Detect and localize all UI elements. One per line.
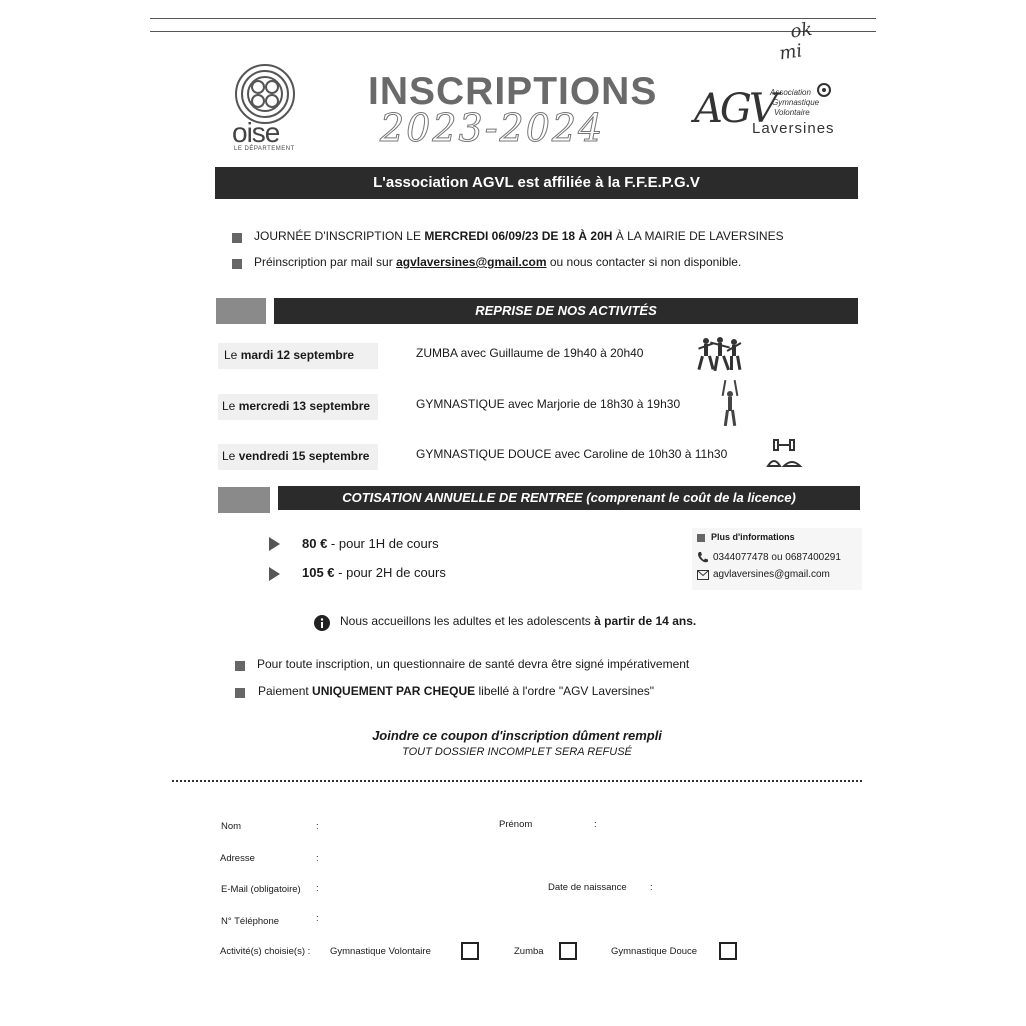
cotisation-bar: COTISATION ANNUELLE DE RENTREE (comprenant le coût de la licence) xyxy=(278,486,860,510)
contact-phone: 0344077478 ou 0687400291 xyxy=(713,552,841,563)
label-telephone: N° Téléphone xyxy=(221,916,280,927)
gym-douce-checkbox[interactable] xyxy=(719,942,737,960)
option-gym-volontaire-label: Gymnastique Volontaire xyxy=(330,946,431,957)
colon: : xyxy=(316,853,319,864)
arrow-bullet-icon xyxy=(269,567,280,581)
payment-rule: Paiement UNIQUEMENT PAR CHEQUE libellé à l'ordre "AGV Laversines" xyxy=(258,684,655,698)
colon: : xyxy=(316,913,319,924)
agv-logo-text: Association Gymnastique Volontaire xyxy=(770,88,820,117)
bullet-square xyxy=(235,688,245,698)
dumbbell-icon xyxy=(764,438,804,470)
bar-tab xyxy=(218,487,270,513)
agv-swirl-icon xyxy=(816,82,832,98)
age-notice: Nous accueillons les adultes et les adolescents à partir de 14 ans. xyxy=(340,614,697,628)
coupon-title: Joindre ce coupon d'inscription dûment rempli xyxy=(372,728,662,743)
label-nom: Nom xyxy=(221,821,242,832)
price-1h: 80 € - pour 1H de cours xyxy=(302,536,439,551)
oise-subtitle: LE DÉPARTEMENT xyxy=(234,146,295,152)
page-title: INSCRIPTIONS xyxy=(368,70,658,113)
preinscription-email: Préinscription par mail sur agvlaversines@gmail.com ou nous contacter si non disponible. xyxy=(254,255,742,269)
oise-wordmark: oise xyxy=(232,117,280,148)
activity-desc: GYMNASTIQUE avec Marjorie de 18h30 à 19h30 xyxy=(416,397,681,411)
gymnast-icon xyxy=(718,378,742,428)
colon: : xyxy=(650,882,653,893)
zumba-checkbox[interactable] xyxy=(559,942,577,960)
affiliation-bar: L'association AGVL est affiliée à la F.F.E.P.G.V xyxy=(215,167,858,199)
info-icon xyxy=(314,615,330,631)
activities-bar: REPRISE DE NOS ACTIVITÉS xyxy=(274,298,858,324)
activity-date: Le vendredi 15 septembre xyxy=(222,449,370,463)
label-prenom: Prénom xyxy=(499,819,533,830)
contact-email[interactable]: agvlaversines@gmail.com xyxy=(713,569,830,580)
bullet-square xyxy=(235,661,245,671)
top-rule-2 xyxy=(150,31,876,32)
phone-icon xyxy=(697,551,708,563)
gym-volontaire-checkbox[interactable] xyxy=(461,942,479,960)
bullet-square xyxy=(232,233,242,243)
label-adresse: Adresse xyxy=(220,853,255,864)
option-zumba-label: Zumba xyxy=(514,946,544,957)
mail-icon xyxy=(697,570,709,580)
bullet-square xyxy=(697,534,705,542)
arrow-bullet-icon xyxy=(269,537,280,551)
colon: : xyxy=(316,883,319,894)
option-gym-douce-label: Gymnastique Douce xyxy=(611,946,698,957)
activity-date: Le mardi 12 septembre xyxy=(224,348,355,362)
season-years: 2023-2024 xyxy=(380,106,605,150)
cut-line xyxy=(172,780,862,782)
bullet-square xyxy=(232,259,242,269)
colon: : xyxy=(594,819,597,830)
top-rule xyxy=(150,18,876,19)
activity-desc: ZUMBA avec Guillaume de 19h40 à 20h40 xyxy=(416,346,644,360)
agv-logo-town: Laversines xyxy=(752,120,835,137)
inscription-day: JOURNÉE D'INSCRIPTION LE MERCREDI 06/09/23 DE 18 À 20H À LA MAIRIE DE LAVERSINES xyxy=(254,229,784,243)
bar-tab xyxy=(216,298,266,324)
activity-desc: GYMNASTIQUE DOUCE avec Caroline de 10h30 à 11h30 xyxy=(416,447,728,461)
health-rule: Pour toute inscription, un questionnaire de santé devra être signé impérativement xyxy=(257,657,690,671)
zumba-dancers-icon xyxy=(696,336,744,374)
email-link[interactable]: agvlaversines@gmail.com xyxy=(396,255,547,269)
coupon-warning: TOUT DOSSIER INCOMPLET SERA REFUSÉ xyxy=(402,746,632,758)
handwritten-note: ok mi xyxy=(778,18,814,65)
colon: : xyxy=(316,821,319,832)
agv-logo-letters: AGV xyxy=(694,86,775,132)
label-date-naissance: Date de naissance xyxy=(548,882,627,893)
label-activites: Activité(s) choisie(s) : xyxy=(220,946,311,957)
price-2h: 105 € - pour 2H de cours xyxy=(302,565,446,580)
label-email: E-Mail (obligatoire) xyxy=(221,884,301,895)
activity-date: Le mercredi 13 septembre xyxy=(222,399,371,413)
contact-title: Plus d'informations xyxy=(711,532,795,542)
